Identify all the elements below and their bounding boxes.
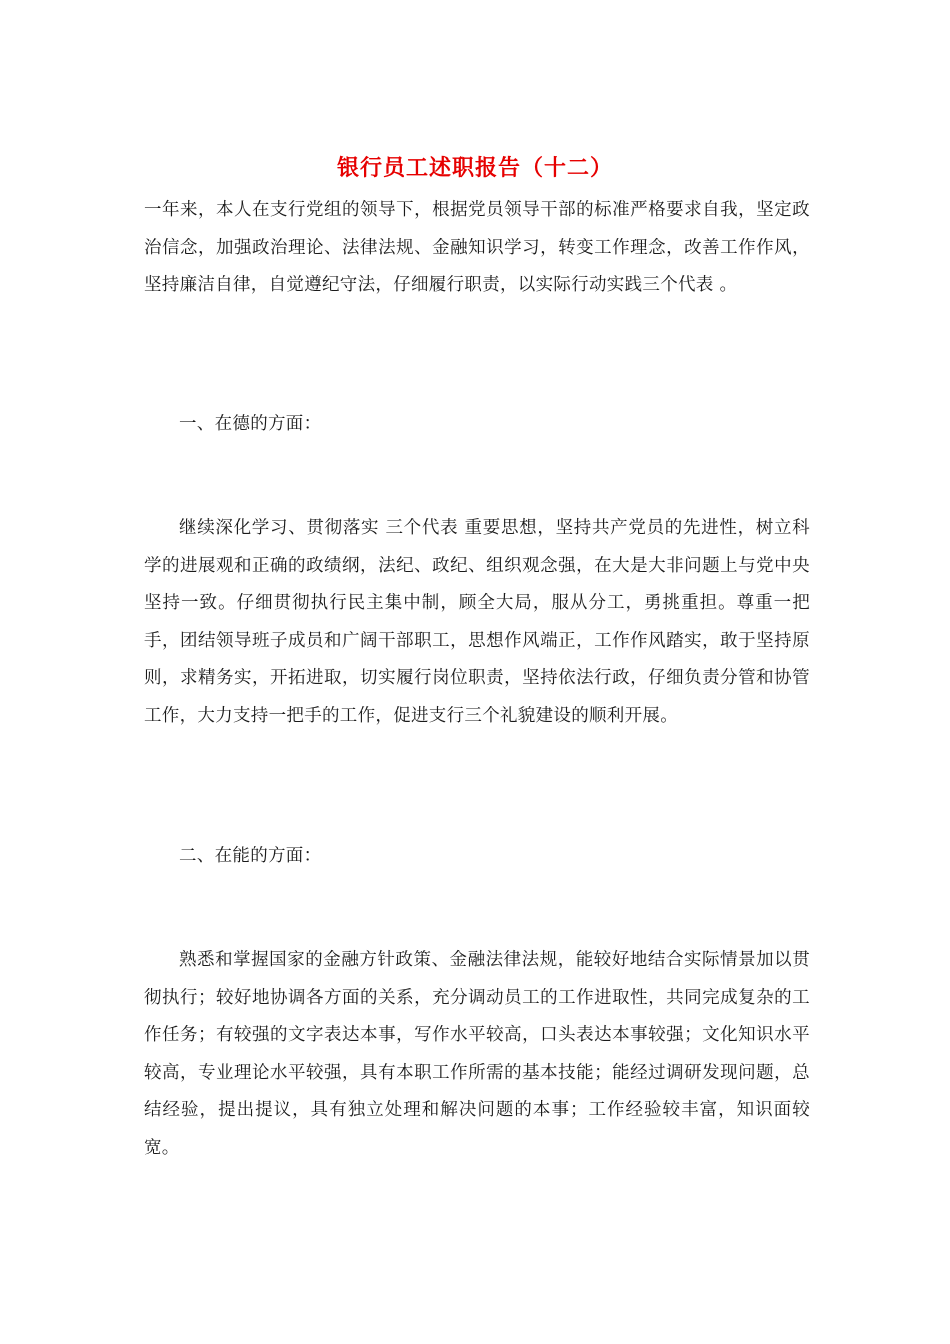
section-1-heading: 一、在德的方面： [179,414,322,434]
section-2-heading: 二、在能的方面： [179,846,322,866]
intro-paragraph: 一年来，本人在支行党组的领导下，根据党员领导干部的标准严格要求自我，坚定政治信念，加强政治理论、法律法规、金融知识学习，转变工作理念，改善工作作风，坚持廉洁自律，自觉遵纪守法，仔细履行职责，以实际行动实践三个代表 。 [144,200,810,295]
section-1-paragraph: 继续深化学习、贯彻落实 三个代表 重要思想，坚持共产党员的先进性，树立科学的进展观和正确的政绩纲，法纪、政纪、组织观念强，在大是大非问题上与党中央坚持一致。仔细贯彻执行民主集中制，顾全大局，服从分工，勇挑重担。尊重一把手，团结领导班子成员和广阔干部职工，思想作风端正，工作作风踏实，敢于坚持原则，求精务实，开拓进取，切实履行岗位职责，坚持依法行政，仔细负责分管和协管工作，大力支持一把手的工作，促进支行三个礼貌建设的顺利开展。 [144,518,810,726]
document-title: 银行员工述职报告（十二） [336,155,613,181]
section-2-paragraph: 熟悉和掌握国家的金融方针政策、金融法律法规，能较好地结合实际情景加以贯彻执行；较好地协调各方面的关系，充分调动员工的工作进取性，共同完成复杂的工作任务；有较强的文字表达本事，写作水平较高，口头表达本事较强；文化知识水平较高，专业理论水平较强，具有本职工作所需的基本技能；能经过调研发现问题，总结经验，提出提议，具有独立处理和解决问题的本事；工作经验较丰富，知识面较宽。 [144,950,810,1158]
